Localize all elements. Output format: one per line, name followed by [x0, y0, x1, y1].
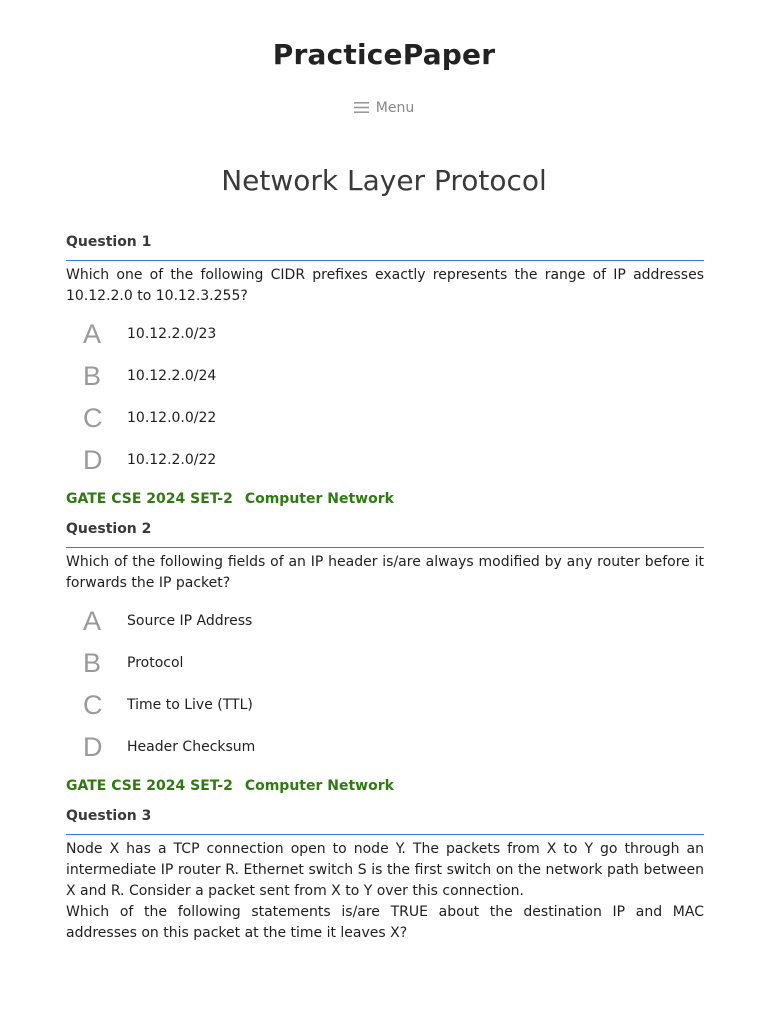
- option-d[interactable]: [66, 442, 704, 484]
- option-b[interactable]: [66, 358, 704, 400]
- menu-label: Menu: [375, 100, 415, 116]
- option-letter: D: [83, 732, 103, 762]
- option-d[interactable]: [66, 729, 704, 771]
- option-text: Time to Live (TTL): [127, 697, 253, 713]
- question-tags: [66, 774, 704, 798]
- options-list: [66, 316, 704, 484]
- options-list: [66, 603, 704, 771]
- option-letter: A: [83, 606, 102, 636]
- hamburger-icon: [354, 102, 369, 113]
- option-text: Source IP Address: [127, 613, 253, 629]
- page-title: Network Layer Protocol: [221, 164, 547, 197]
- option-letter: C: [83, 403, 103, 433]
- question-tags: [66, 487, 704, 511]
- tag-subject-link[interactable]: Computer Network: [244, 491, 394, 507]
- option-text: 10.12.2.0/22: [127, 452, 217, 468]
- option-letter: C: [83, 690, 103, 720]
- option-letter: D: [83, 445, 103, 475]
- option-text: 10.12.2.0/24: [127, 368, 217, 384]
- option-text: 10.12.0.0/22: [127, 410, 217, 426]
- question-header: Question 1: [66, 234, 704, 261]
- option-text: Header Checksum: [127, 739, 256, 755]
- question-1: [66, 234, 704, 511]
- option-a[interactable]: [66, 603, 704, 645]
- tag-subject-link[interactable]: Computer Network: [244, 778, 394, 794]
- tag-exam-link[interactable]: GATE CSE 2024 SET-2: [66, 778, 233, 794]
- option-b[interactable]: [66, 645, 704, 687]
- option-a[interactable]: [66, 316, 704, 358]
- question-text-continued: Which of the following statements is/are TRUE about the destination IP and MAC addresses on this packet at the time it leaves X?: [66, 904, 704, 941]
- option-c[interactable]: [66, 400, 704, 442]
- question-3: [66, 808, 704, 944]
- menu-toggle-button[interactable]: [0, 100, 768, 116]
- site-title[interactable]: PracticePaper: [272, 38, 496, 71]
- question-text: Node X has a TCP connection open to node Y. The packets from X to Y go through an intermediate IP router R. Ethernet switch S is the first switch on the network path between X and R. Consider a packet sent from X to Y over this connection.: [66, 841, 704, 899]
- question-2: [66, 521, 704, 798]
- questions-list: [66, 234, 704, 944]
- question-header: Question 2: [66, 521, 704, 548]
- option-c[interactable]: [66, 687, 704, 729]
- option-letter: B: [83, 648, 102, 678]
- option-letter: B: [83, 361, 102, 391]
- option-text: 10.12.2.0/23: [127, 326, 217, 342]
- question-text: Which of the following fields of an IP header is/are always modified by any router before it forwards the IP packet?: [66, 554, 704, 591]
- tag-exam-link[interactable]: GATE CSE 2024 SET-2: [66, 491, 233, 507]
- option-letter: A: [83, 319, 102, 349]
- option-text: Protocol: [127, 655, 184, 671]
- question-header: Question 3: [66, 808, 704, 835]
- question-text: Which one of the following CIDR prefixes exactly represents the range of IP addresses 10.12.2.0 to 10.12.3.255?: [66, 267, 704, 304]
